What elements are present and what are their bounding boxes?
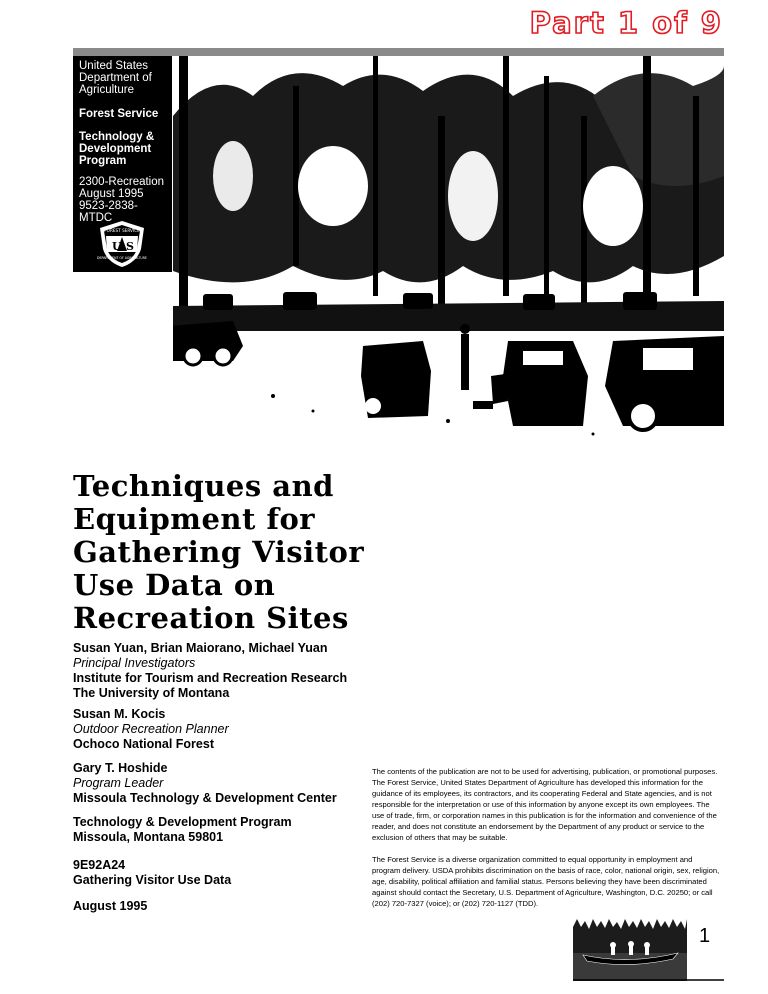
part-label: Part 1 of 9 xyxy=(529,6,723,40)
document-title xyxy=(73,470,364,635)
title-line: Use Data on xyxy=(73,568,276,602)
usda-label: United States Department of Agriculture xyxy=(79,60,152,96)
svg-text:S: S xyxy=(126,240,134,253)
credit-project xyxy=(73,858,231,888)
investigators-role: Principal Investigators xyxy=(73,656,196,670)
publication-numbers xyxy=(79,176,171,224)
kocis-role: Outdoor Recreation Planner xyxy=(73,722,229,736)
address: Missoula, Montana 59801 xyxy=(73,830,224,844)
forest-service-label: Forest Service xyxy=(79,108,159,120)
header-rule xyxy=(73,48,724,56)
hoshide-name: Gary T. Hoshide xyxy=(73,761,168,775)
kocis-name: Susan M. Kocis xyxy=(73,707,166,721)
university-name: The University of Montana xyxy=(73,686,230,700)
code-label: 9523-2838-MTDC xyxy=(79,200,138,224)
date-label: August 1995 xyxy=(79,188,144,200)
hoshide-org: Missoula Technology & Development Center xyxy=(73,791,337,805)
project-name: Gathering Visitor Use Data xyxy=(73,873,232,887)
cover-photo xyxy=(173,56,724,440)
credit-kocis xyxy=(73,707,229,752)
kocis-org: Ochoco National Forest xyxy=(73,737,214,751)
title-line: Equipment for xyxy=(73,502,316,536)
publication-date: August 1995 xyxy=(73,899,148,913)
equal-opportunity-notice: The Forest Service is a diverse organization committed to equal opportunity in employment and program delivery. USDA prohibits discrimination on the basis of race, color, national origin, sex, religion, age, disability, political affiliation and familial status. Persons believing they have been discriminated against should contact the Secretary, U.S. Department of Agriculture, Washington, D.C. 20250; or call (202) 720-7327 (voice); or (202) 720-1127 (TDD). xyxy=(372,855,720,908)
credit-date xyxy=(73,899,147,914)
title-line: Techniques and xyxy=(73,469,334,503)
svg-text:DEPARTMENT OF AGRICULTURE: DEPARTMENT OF AGRICULTURE xyxy=(97,256,147,260)
disclaimer-notice: The contents of the publication are not to be used for advertising, publication, or promotional purposes. The Forest Service, United States Department of Agriculture has developed this information for the guidance of its employees, its contractors, and its cooperating Federal and State agencies, and is not responsible for the interpretation or use of this information by anyone except its own employees. The use of trade, firm, or corporation names in this publication is for the information and convenience of the reader, and does not constitute an endorsement by the Department of any product or service to the exclusion of others that may be suitable. xyxy=(372,767,718,842)
investigators-names: Susan Yuan, Brian Maiorano, Michael Yuan xyxy=(73,641,328,655)
svg-text:U: U xyxy=(112,240,122,253)
series-label: 2300-Recreation xyxy=(79,176,165,188)
agency-sidebar xyxy=(73,56,172,272)
credit-hoshide xyxy=(73,761,337,806)
forest-service-shield-icon xyxy=(97,219,147,269)
project-code: 9E92A24 xyxy=(73,858,126,872)
svg-text:FOREST SERVICE: FOREST SERVICE xyxy=(104,228,140,233)
program-line: Technology & Development Program xyxy=(73,815,292,829)
credit-program xyxy=(73,815,292,845)
hoshide-role: Program Leader xyxy=(73,776,164,790)
title-line: Gathering Visitor xyxy=(73,535,365,569)
title-line: Recreation Sites xyxy=(73,601,349,635)
page-number: 1 xyxy=(698,925,711,947)
program-label: Technology & Development Program xyxy=(79,131,155,167)
institute-name: Institute for Tourism and Recreation Research xyxy=(73,671,348,685)
credit-investigators xyxy=(73,641,347,701)
